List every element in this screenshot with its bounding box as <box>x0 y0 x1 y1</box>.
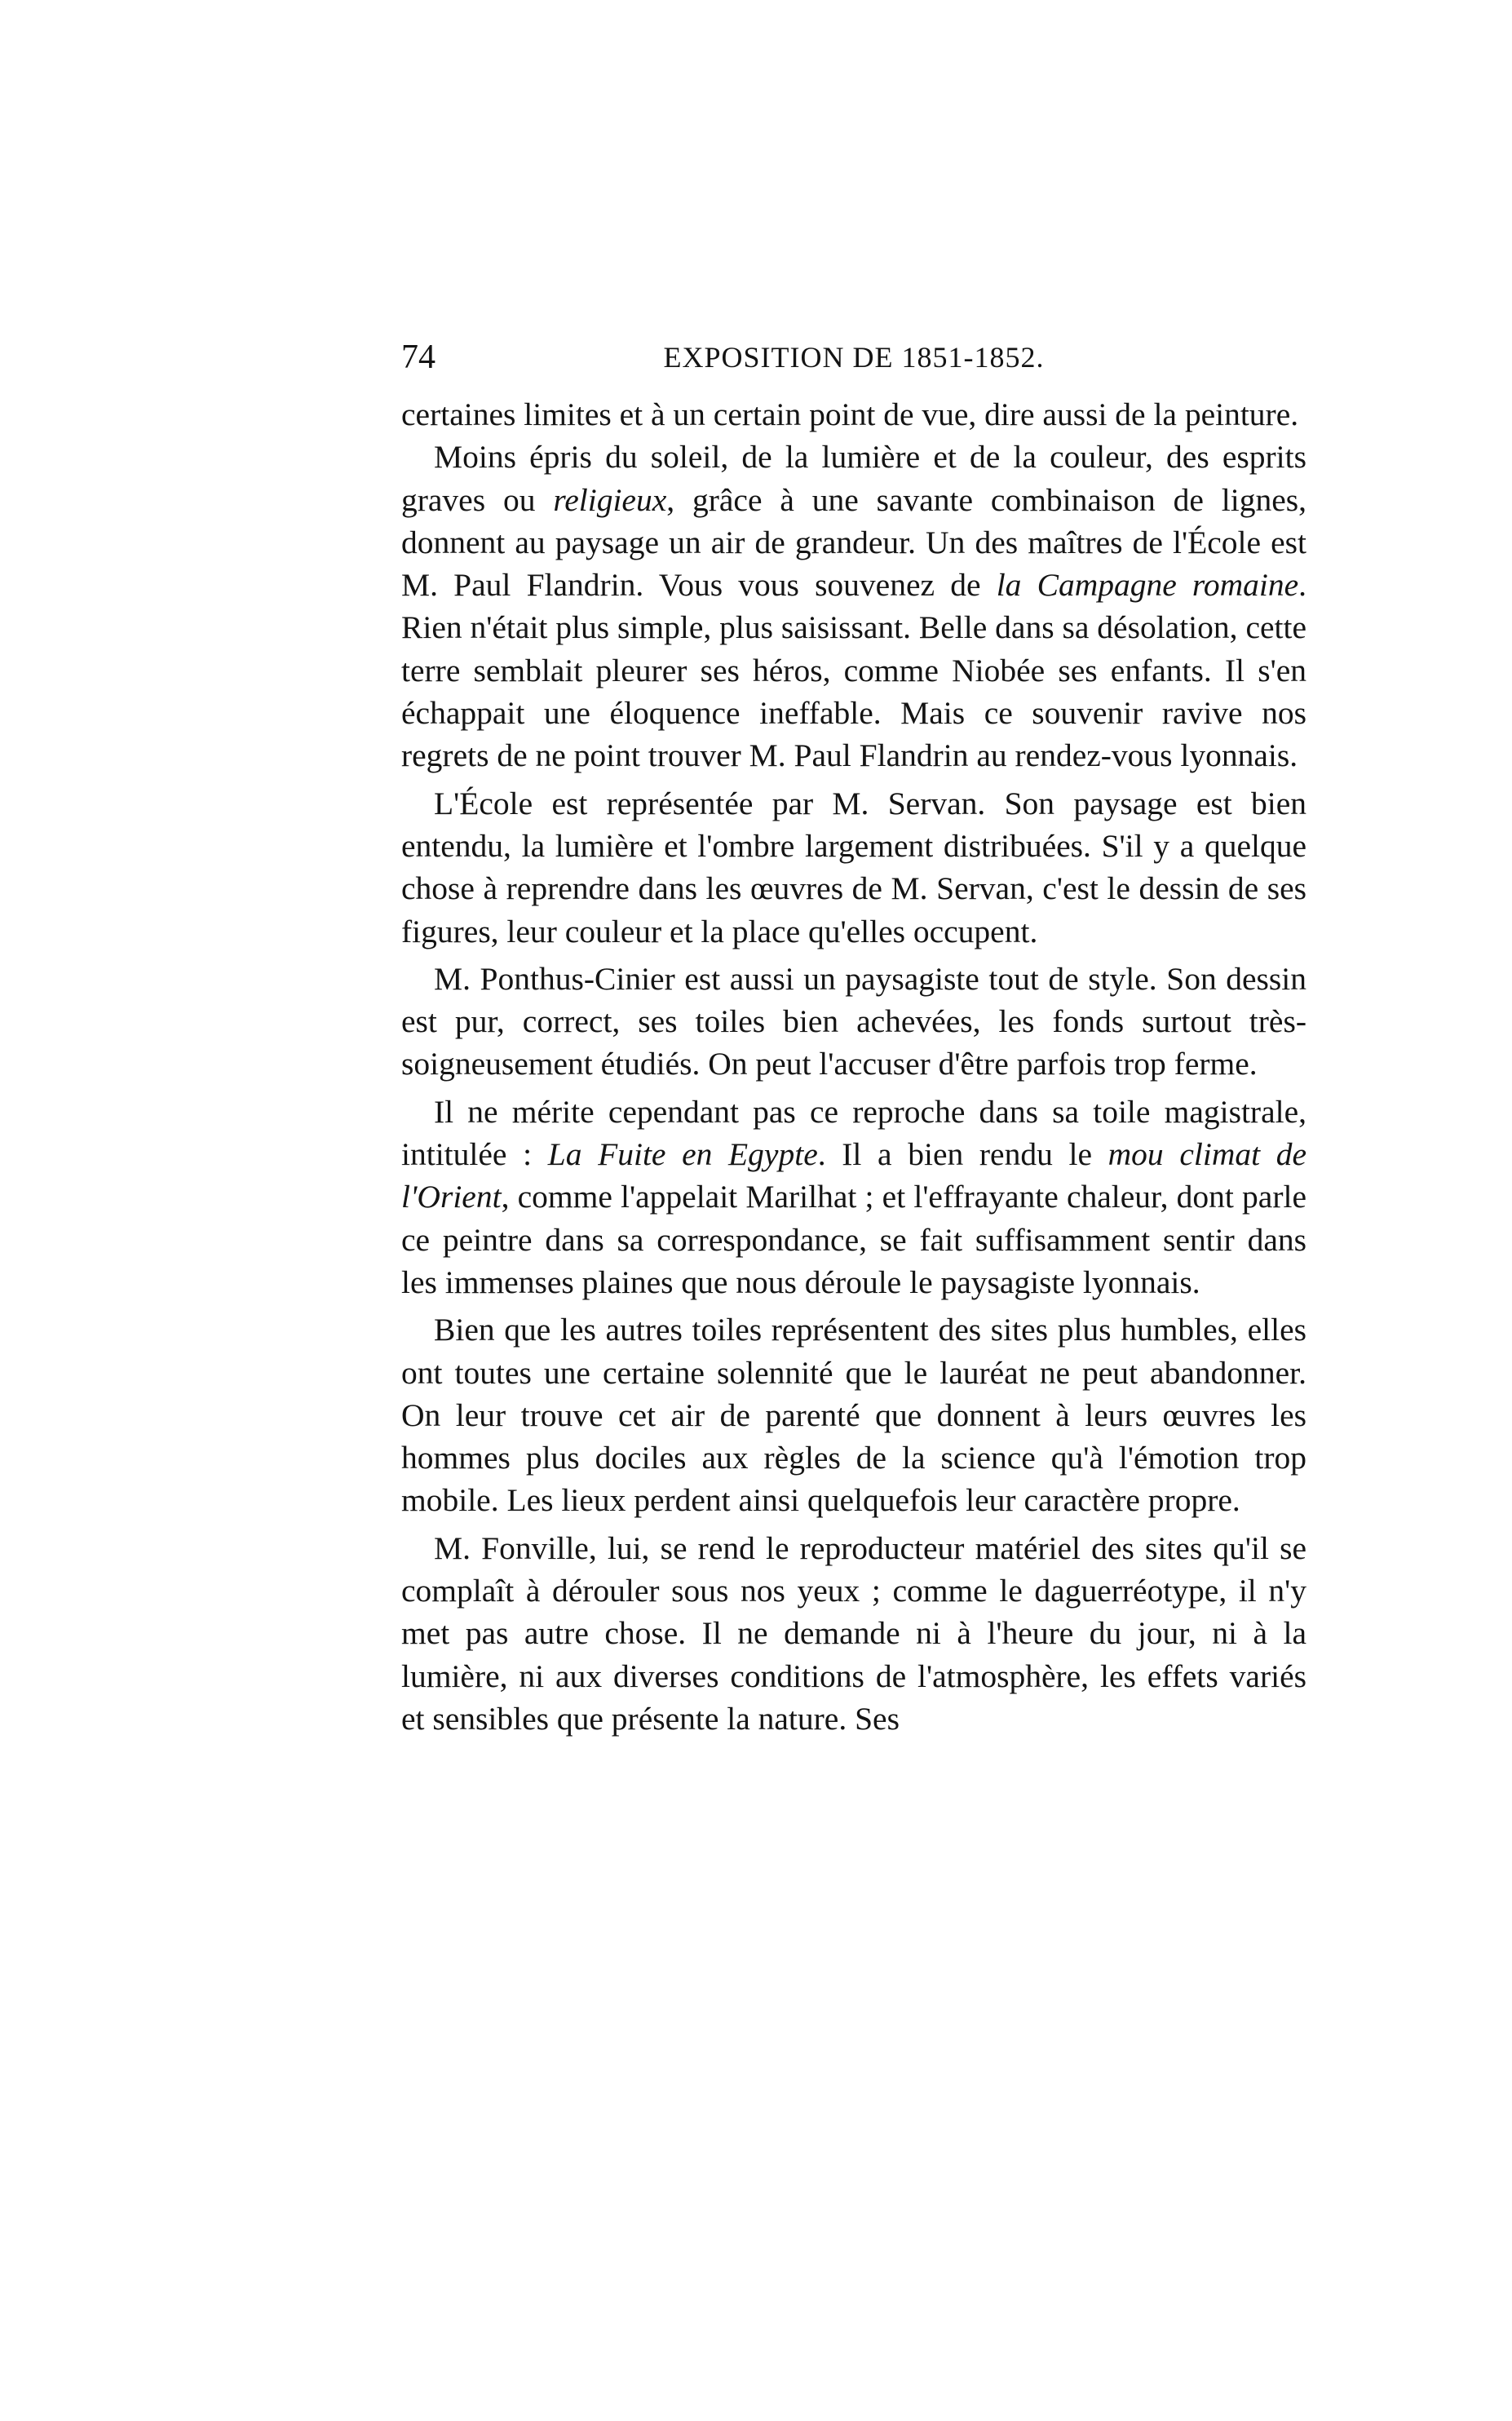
text-run: . Il a bien rendu le <box>817 1136 1108 1173</box>
italic-run: mou climat de l'Orient <box>401 1136 1307 1215</box>
paragraph-autres-toiles: Bien que les autres toiles représentent des sites plus humbles, elles ont toutes une certaine solennité que le lauréat ne peut abandonner. On leur trouve cet air de parenté que donnent à leurs œuvres les hommes plus dociles aux règles de la science qu'à l'émotion trop mobile. Les lieux perdent ainsi quelquefois leur caractère propre. <box>401 1312 1306 1519</box>
text-run: Il ne mérite cependant pas ce reproche dans sa toile magistrale, intitulée : <box>401 1093 1306 1173</box>
paragraph-servan: L'École est représentée par M. Servan. Son paysage est bien entendu, la lumière et l'ombre largement distribuées. S'il y a quelque chose à reprendre dans les œuvres de M. Servan, c'est le dessin de ses figures, leur couleur et la place qu'elles occupent. <box>401 785 1306 949</box>
paragraph-flandrin <box>401 436 1306 777</box>
text-run: , comme l'appelait Marilhat ; et l'effrayante chaleur, dont parle ce peintre dans sa correspondance, se fait suffisamment sentir dans les immenses plaines que nous déroule le paysagiste lyonnais. <box>401 1179 1306 1300</box>
body-text <box>401 393 1306 1740</box>
paragraph-fuite-en-egypte <box>401 1091 1306 1303</box>
paragraph-ponthus-cinier: M. Ponthus-Cinier est aussi un paysagiste tout de style. Son dessin est pur, correct, ses toiles bien achevées, les fonds surtout très-soigneusement étudiés. On peut l'accuser d'être parfois trop ferme. <box>401 960 1306 1082</box>
paragraph-fonville: M. Fonville, lui, se rend le reproducteur matériel des sites qu'il se complaît à dérouler sous nos yeux ; comme le daguerréotype, il n'y met pas autre chose. Il ne demande ni à l'heure du jour, ni à la lumière, ni aux diverses conditions de l'atmosphère, les effets variés et sensibles que présente la nature. Ses <box>401 1529 1306 1737</box>
artwork-title: la Campagne romaine <box>996 567 1299 604</box>
artwork-title: La Fuite en Egypte <box>547 1136 818 1173</box>
running-head <box>401 333 1306 382</box>
running-title: EXPOSITION DE 1851-1852. <box>663 341 1045 374</box>
text-run: , grâce à une savante combinaison de lignes, donnent au paysage un air de grandeur. Un des maîtres de l'École est M. Paul Flandrin. Vous vous souvenez de <box>401 481 1307 604</box>
page-number: 74 <box>401 339 435 376</box>
italic-run: religieux <box>553 481 667 518</box>
text-run: . Rien n'était plus simple, plus saisissant. Belle dans sa désolation, cette terre semblait pleurer ses héros, comme Niobée ses enfants. Il s'en échappait une éloquence ineffable. Mais ce souvenir ravive nos regrets de ne point trouver M. Paul Flandrin au rendez-vous lyonnais. <box>401 567 1306 774</box>
text-run: Moins épris du soleil, de la lumière et de la couleur, des esprits graves ou <box>401 439 1306 518</box>
paragraph-continued: certaines limites et à un certain point de vue, dire aussi de la peinture. <box>401 396 1299 432</box>
